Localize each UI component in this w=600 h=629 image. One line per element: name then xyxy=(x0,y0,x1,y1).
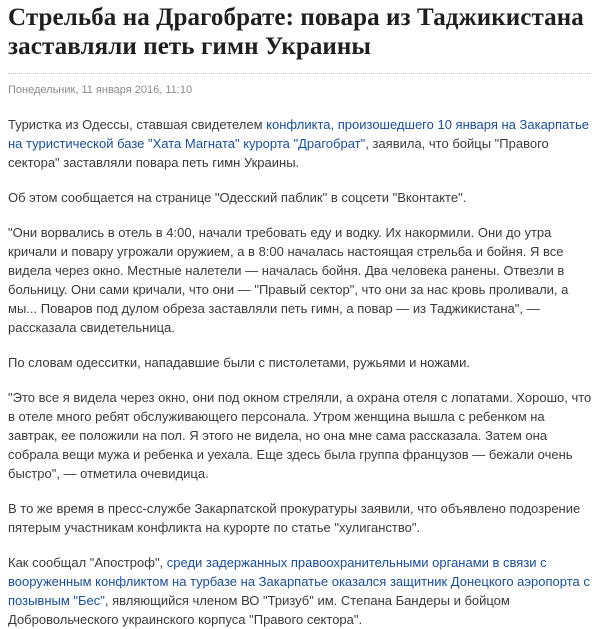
article-title: Стрельба на Драгобрате: повара из Таджикистана заставляли петь гимн Украины xyxy=(8,4,584,60)
detained-link[interactable]: среди задержанных правоохранительными органами в связи с вооруженным конфликтом на турбазе на Закарпатье оказался защитник Донецкого аэропорта с позывным "Бес" xyxy=(8,555,590,608)
title-divider xyxy=(8,73,592,74)
paragraph-7 xyxy=(8,553,592,629)
paragraph-1 xyxy=(8,115,592,172)
paragraph-1-text-start: Туристка из Одессы, ставшая свидетелем xyxy=(8,117,267,132)
paragraph-1-text-end: , заявила, что бойцы "Правого сектора" заставляли повара петь гимн Украины. xyxy=(8,136,549,170)
paragraph-7-text-end: , являющийся членом ВО "Тризуб" им. Степана Бандеры и бойцом Добровольческого украинского корпуса "Правого сектора". xyxy=(8,593,510,627)
paragraph-7-text-start: Как сообщал "Апостроф", xyxy=(8,555,167,570)
publish-date: Понедельник, 11 января 2016, 11:10 xyxy=(8,84,193,96)
paragraph-5-quote: "Это все я видела через окно, они под окном стреляли, а охрана отеля с лопатами. Хорошо, что в отеле много ребят обслуживающего персонала. Утром женщина вышла с ребенком на завтрак, ее положили на пол. Я этого не видела, но она мне сама рассказала. Затем она собрала вещи мужа и ребенка и уехала. Еще здесь была группа французов — бежали очень быстро", — отметила очевидица. xyxy=(8,390,592,481)
paragraph-4: По словам одесситки, нападавшие были с пистолетами, ружьями и ножами. xyxy=(8,355,470,370)
article-body xyxy=(8,115,592,629)
paragraph-3-quote: "Они ворвались в отель в 4:00, начали требовать еду и водку. Их накормили. Они до утра кричали и повару угрожали оружием, а в 8:00 началась настоящая стрельба и бойня. Я все видела через окно. Местные налетели — началась бойня. Два человека ранены. Отвезли в больницу. Они сами кричали, что они — "Правый сектор", что они за нас кровь проливали, а мы... Поваров под дулом обреза заставляли петь гимн, а повар — из Таджикистана", — рассказала свидетельница. xyxy=(8,225,569,335)
paragraph-2: Об этом сообщается на странице "Одесский паблик" в соцсети "Вконтакте". xyxy=(8,190,467,205)
paragraph-6: В то же время в пресс-службе Закарпатской прокуратуры заявили, что объявлено подозрение пятерым участникам конфликта на курорте по статье "хулиганство". xyxy=(8,501,581,535)
conflict-link[interactable]: конфликта, произошедшего 10 января на Закарпатье на туристической базе "Хата Магната" курорта "Драгобрат" xyxy=(8,117,589,151)
